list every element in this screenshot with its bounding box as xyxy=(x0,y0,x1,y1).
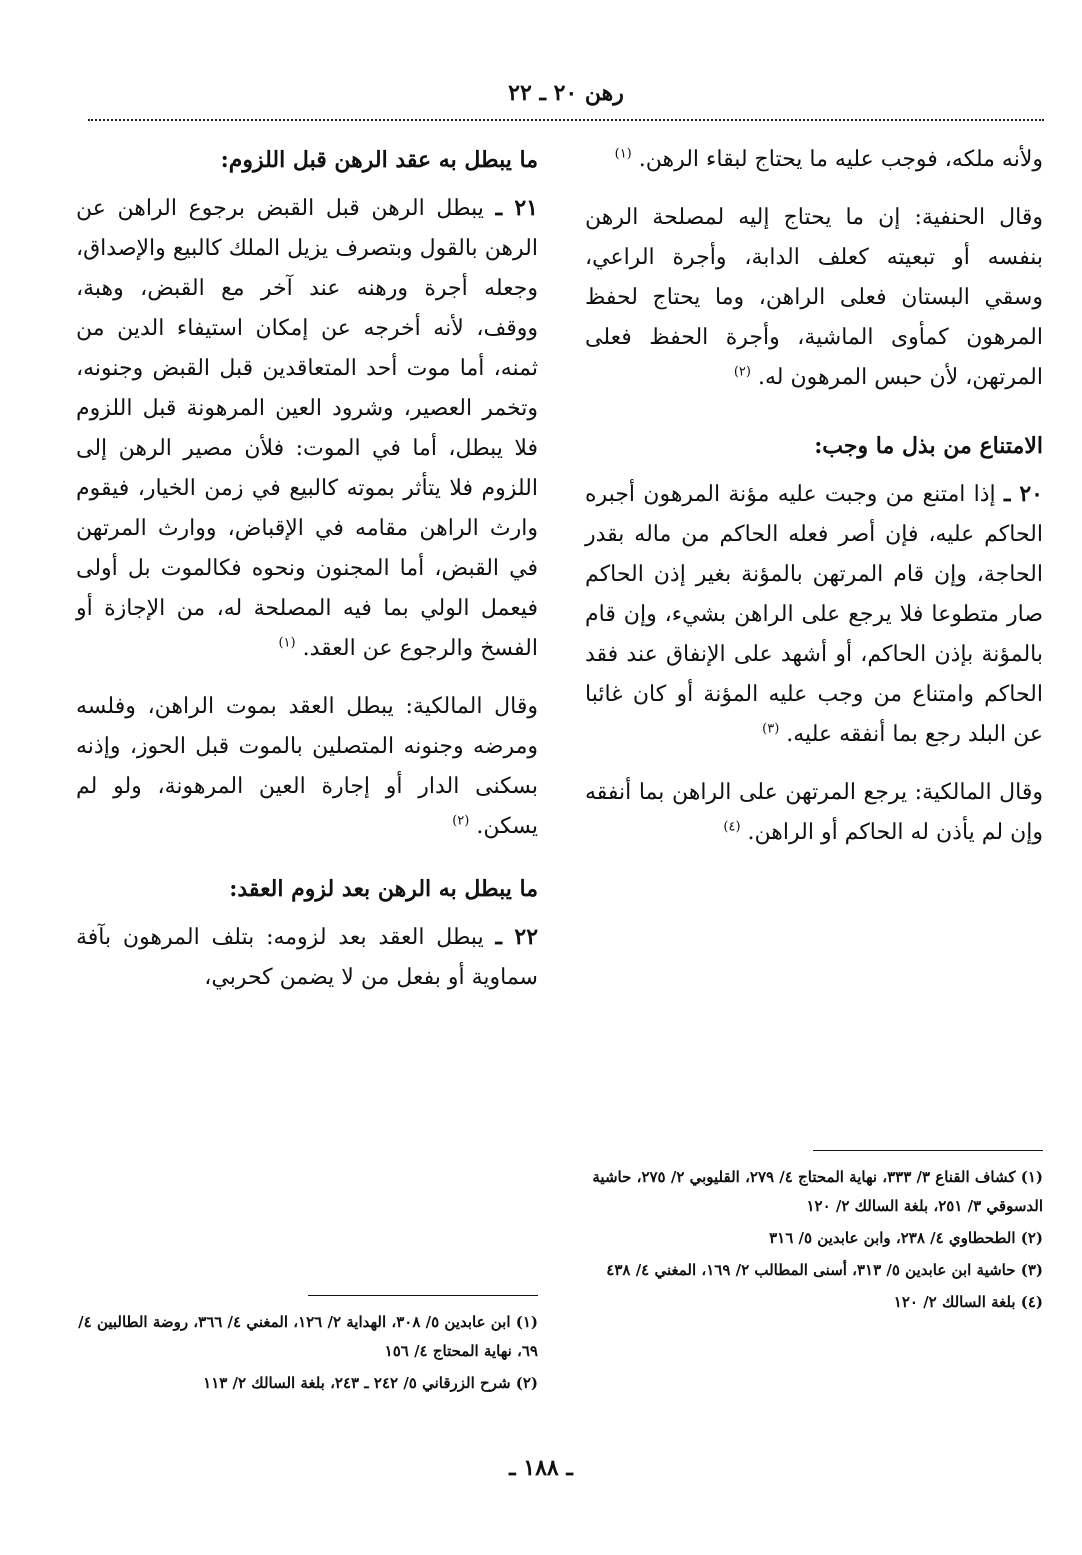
footnote: (٢) الطحطاوي ٤/ ٢٣٨، وابن عابدين ٥/ ٣١٦ xyxy=(769,1229,1043,1247)
footnote: (٣) حاشية ابن عابدين ٥/ ٣١٣، أسنى المطالب ٢/ ١٦٩، المغني ٤/ ٤٣٨ xyxy=(606,1261,1043,1279)
footnote: (١) ابن عابدين ٥/ ٣٠٨، الهداية ٢/ ١٢٦، المغني ٤/ ٣٦٦، روضة الطالبين ٤/ ٦٩، نهاية المحتاج ٤/ ١٥٦ xyxy=(78,1313,538,1360)
section-heading: ما يبطل به عقد الرهن قبل اللزوم: xyxy=(220,147,538,173)
footnote: (١) كشاف القناع ٣/ ٣٣٣، نهاية المحتاج ٤/ ٢٧٩، القليوبي ٢/ ٢٧٥، حاشية الدسوقي ٣/ ٢٥١، بلغة السالك ٢/ ١٢٠ xyxy=(592,1168,1043,1215)
footnotes-right xyxy=(585,1150,1043,1320)
paragraph: ٢٢ ـ يبطل العقد بعد لزومه: بتلف المرهون بآفة سماوية أو بفعل من لا يضمن كحربي، xyxy=(76,924,539,990)
footnote-ref: (٢) xyxy=(452,813,470,829)
page-number: ـ ١٨٨ ـ xyxy=(509,1455,573,1481)
section-number: ٢٠ ـ xyxy=(1003,481,1043,507)
paragraph: وقال المالكية: يرجع المرتهن على الراهن بما أنفقه وإن لم يأذن له الحاكم أو الراهن. $^{(٤)}$ xyxy=(585,780,1043,845)
section-number: ٢٢ ـ xyxy=(495,924,539,950)
paragraph: ٢١ ـ يبطل الرهن قبل القبض برجوع الراهن عن الرهن بالقول وبتصرف يزيل الملك كالبيع والإصداق، وجعله أجرة ورهنه عند آخر مع القبض، وهبة، ووقف، لأنه أخرجه عن إمكان استيفاء الدين من ثمنه، أما موت أحد المتعاقدين قبل القبض وجنونه، وتخمر العصير، وشرود العين المرهونة قبل اللزوم فلا يبطل، أما في الموت: فلأن مصير الرهن إلى اللزوم فلا يتأثر بموته كالبيع في زمن الخيار، فيقوم وارث الراهن مقامه في الإقباض، ووارث المرتهن في القبض، أما المجنون ونحوه فكالموت بل أولى فيعمل الولي بما فيه المصلحة له، من الإجازة أو الفسخ والرجوع عن العقد. $^{(١)}$ xyxy=(76,195,538,661)
paragraph: وقال الحنفية: إن ما يحتاج إليه لمصلحة الرهن بنفسه أو تبعيته كعلف الدابة، وأجرة الراعي، وسقي البستان فعلى الراهن، وما يحتاج لحفظ المرهون كمأوى الماشية، وأجرة الحفظ فعلى المرتهن، لأن حبس المرهون له. $^{(٢)}$ xyxy=(585,205,1043,390)
footnotes-left xyxy=(76,1295,538,1401)
section-number: ٢١ ـ xyxy=(495,195,538,221)
left-column xyxy=(76,140,538,1016)
footnote-ref: (١) xyxy=(614,146,632,162)
header-title: رهن ٢٠ ـ ٢٢ xyxy=(508,80,624,106)
footnote: (٤) بلغة السالك ٢/ ١٢٠ xyxy=(893,1293,1043,1311)
section-heading: الامتناع من بذل ما وجب: xyxy=(814,433,1043,459)
footnote-rule xyxy=(813,1150,1043,1151)
paragraph: ٢٠ ـ إذا امتنع من وجبت عليه مؤنة المرهون أجبره الحاكم عليه، فإن أصر فعله الحاكم من ماله بقدر الحاجة، وإن قام المرتهن بالمؤنة بغير إذن الحاكم صار متطوعا فلا يرجع على الراهن بشيء، وإن قام بالمؤنة بإذن الحاكم، أو أشهد على الإنفاق عند فقد الحاكم وامتناع من وجب عليه المؤنة أو كان غائبا عن البلد رجع بما أنفقه عليه. $^{(٣)}$ xyxy=(585,481,1043,747)
footnote: (٢) شرح الزرقاني ٥/ ٢٤٢ ـ ٢٤٣، بلغة السالك ٢/ ١١٣ xyxy=(203,1374,538,1392)
right-column xyxy=(585,140,1043,871)
section-heading: ما يبطل به الرهن بعد لزوم العقد: xyxy=(229,876,538,902)
footnote-rule xyxy=(308,1295,538,1296)
footnote-ref: (١) xyxy=(278,635,296,651)
paragraph: ولأنه ملكه، فوجب عليه ما يحتاج لبقاء الرهن. $^{(١)}$ xyxy=(614,146,1043,172)
footnote-ref: (٣) xyxy=(762,721,780,737)
footnote-ref: (٤) xyxy=(723,819,741,835)
header-dotted-rule xyxy=(88,119,1044,121)
page-header xyxy=(90,80,1042,106)
footnote-ref: (٢) xyxy=(733,364,751,380)
paragraph: وقال المالكية: يبطل العقد بموت الراهن، وفلسه ومرضه وجنونه المتصلين بالموت قبل الحوز، وإذنه بسكنى الدار أو إجارة العين المرهونة، ولو لم يسكن. $^{(٢)}$ xyxy=(76,694,538,839)
